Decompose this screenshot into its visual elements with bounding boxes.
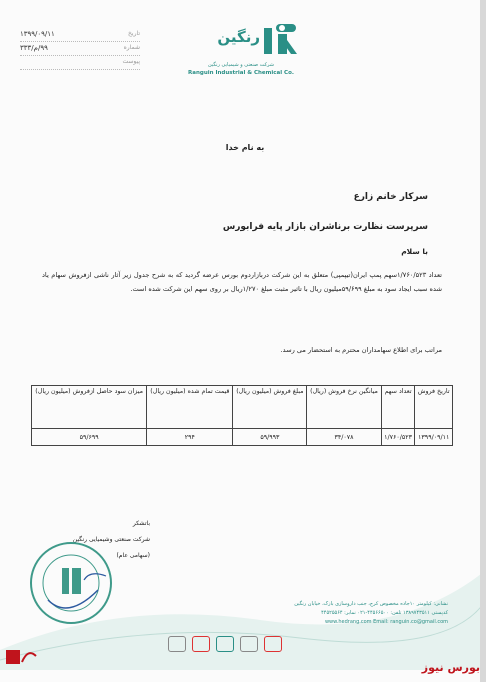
greeting: با سلام xyxy=(401,247,428,256)
cert-logo-icon xyxy=(264,636,282,652)
page-edge xyxy=(480,0,486,682)
number-value: ۹۹/م/۳۳۳ xyxy=(20,44,48,52)
info-line: مراتب برای اطلاع سهامداران محترم به استحضار می رسد. xyxy=(280,346,442,354)
table-cell: ۵۹/۶۹۹ xyxy=(32,429,147,446)
logo-mark-icon xyxy=(260,20,300,60)
header-cell: مبلغ فروش (میلیون ریال) xyxy=(233,386,307,429)
certificate-logos xyxy=(168,636,318,654)
date-value: ۱۳۹۹/۰۹/۱۱ xyxy=(20,30,55,38)
footer-web: www.hedrang.com Email: ranguin.co@gmail.com xyxy=(324,619,448,625)
table-header-row xyxy=(32,386,453,429)
header-cell: میانگین نرخ فروش (ریال) xyxy=(307,386,381,429)
signature-regards: باتشکر xyxy=(132,520,150,527)
letter-meta xyxy=(20,30,140,72)
recipient-title: سرپرست نظارت برناشران بازار پایه فرابورس xyxy=(222,222,428,232)
header-cell: قیمت تمام شده (میلیون ریال) xyxy=(147,386,233,429)
logo-english: Ranguin Industrial & Chemical Co. xyxy=(188,70,294,76)
signature-company: شرکت صنعتی وشیمیایی رنگین xyxy=(72,536,150,543)
sales-table xyxy=(31,385,453,446)
cert-logo-icon xyxy=(240,636,258,652)
table-cell: ۳۴/۰۷۸ xyxy=(307,429,381,446)
attachment-label: پیوست xyxy=(122,58,140,65)
date-label: تاریخ xyxy=(128,30,140,37)
footer-phones: کدپستی ۱۳۸۹۷۴۳۵۱۱ تلفن: ۴۴۵۶۶۵۰۰-۰۲۱ نمابر: ۴۴۵۲۵۵۶۴ xyxy=(321,610,448,616)
table-cell: ۲۹۴ xyxy=(147,429,233,446)
footer-address: نشانی: کیلومتر ۱۰جاده مخصوص کرج، جنب داروسازی بازک، خیابان رنگین xyxy=(294,601,448,607)
header-cell: تاریخ فروش xyxy=(415,386,453,429)
corner-logo-icon xyxy=(4,646,38,668)
cert-logo-icon xyxy=(168,636,186,652)
basmala: به نام خدا xyxy=(225,143,265,152)
table-cell: ۵۹/۹۹۳ xyxy=(233,429,307,446)
letter-body: تعداد ۱/۷۶۰/۵۲۳سهم پمپ ایران(تیپمپی) متعلق به این شرکت دربازاردوم بورس عرضه گردید که به شرح جدول زیر آثار ناشی ازفروش سهام یاد شده سبب ایجاد سود به مبلغ ۵۹/۶۹۹میلیون ریال با تاثیر مثبت مبلغ ۱/۲۷۰ریال بر روی سهم این شرکت شده است. xyxy=(42,271,442,293)
logo-brand: رنگین xyxy=(217,28,260,46)
watermark: بورس نیوز xyxy=(421,661,480,674)
table-row xyxy=(32,429,453,446)
recipient-name: سرکار خانم زارع xyxy=(353,192,428,202)
cert-logo-icon xyxy=(216,636,234,652)
header-cell: تعداد سهم xyxy=(381,386,415,429)
logo-subtitle: شرکت صنعتی و شیمیایی رنگین xyxy=(208,62,274,68)
cert-logo-icon xyxy=(192,636,210,652)
signature-type: (سهامی عام) xyxy=(116,552,150,559)
header-cell: میزان سود حاصل ازفروش (میلیون ریال) xyxy=(32,386,147,429)
table-cell: ۱۳۹۹/۰۹/۱۱ xyxy=(415,429,453,446)
table-cell: ۱/۷۶۰/۵۲۳ xyxy=(381,429,415,446)
company-logo xyxy=(182,18,300,80)
number-label: شماره xyxy=(123,44,140,51)
footer-contact xyxy=(148,600,448,627)
